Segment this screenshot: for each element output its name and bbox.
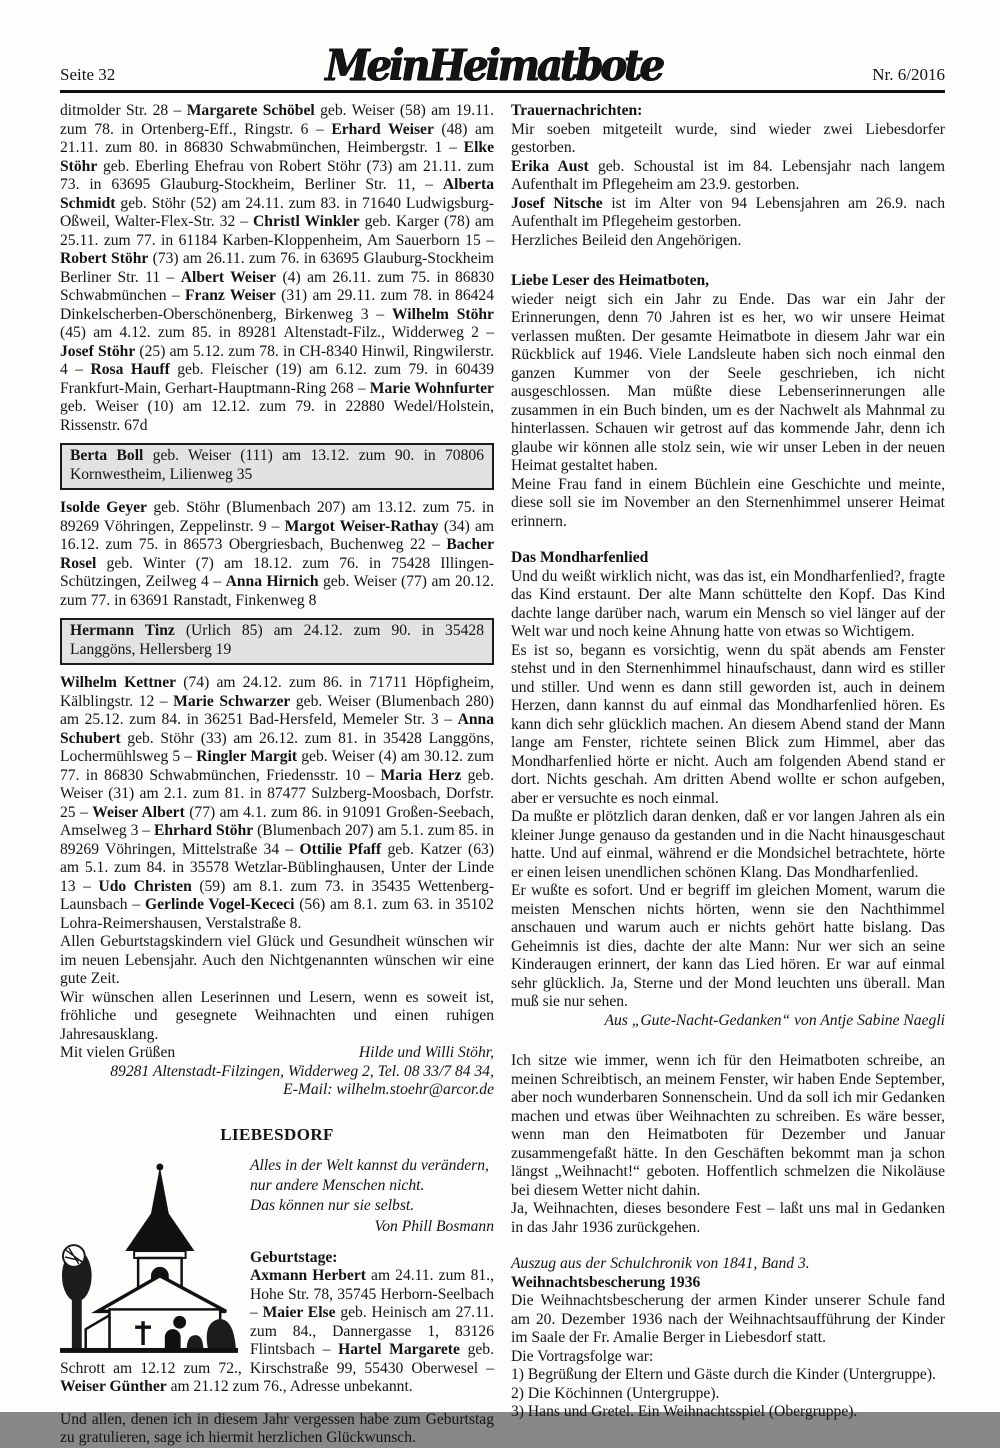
chronicle-source: Auszug aus der Schulchronik von 1841, Band 3.	[511, 1255, 810, 1272]
quote-line-3: Das können nur sie selbst.	[250, 1197, 415, 1214]
moonharp-heading: Das Mondharfenlied	[511, 549, 649, 566]
letter-paragraph-2: Meine Frau fand in einem Büchlein eine Geschichte und meinte, diese soll sie im November an den Sternenhimmel unserer Heimat erinnern.	[511, 475, 945, 530]
page-number: Seite 32	[60, 64, 116, 84]
obituary-condolence: Herzliches Beileid den Angehörigen.	[511, 231, 742, 249]
left-column	[60, 102, 494, 1448]
greeting-text: Mit vielen Grüßen	[60, 1044, 176, 1061]
signature-names: Hilde und Willi Stöhr,	[358, 1044, 494, 1061]
highlight-box-hermann-tinz: Hermann Tinz (Urlich 85) am 24.12. zum 90. in 35428 Langgöns, Hellersberg 19	[60, 618, 494, 665]
moonharp-paragraph-1: Und du weißt wirklich nicht, was das ist, ein Mondharfenlied?, fragte das Kind erstaunt. Der alte Mann schüttelte den Kopf. Das Kind dachte lange darüber nach, warum ein Mensch so viel länger auf der Welt war und noch keine Ahnung hatte von etwas so Wichtigem.	[511, 567, 945, 640]
signature-address: 89281 Altenstadt-Filzingen, Widderweg 2, Tel. 08 33/7 84 34,	[110, 1062, 494, 1080]
letter-heading: Liebe Leser des Heimatboten,	[511, 272, 710, 289]
right-column	[511, 102, 945, 1448]
obituary-heading: Trauernachrichten:	[511, 102, 643, 119]
obituary-intro: Mir soeben mitgeteilt wurde, sind wieder zwei Liebesdorfer gestorben.	[511, 120, 945, 156]
program-item-1: 1) Begrüßung der Eltern und Gäste durch die Kinder (Untergruppe).	[511, 1366, 936, 1383]
program-item-2: 2) Die Köchinnen (Untergruppe).	[511, 1384, 720, 1402]
program-item-3: 3) Hans und Gretel. Ein Weihnachtsspiel (Obergruppe).	[511, 1403, 858, 1420]
birthday-list-paragraph-2: Isolde Geyer geb. Stöhr (Blumenbach 207) am 13.12. zum 75. in 89269 Vöhringen, Zeppelinstr. 9 – Margot Weiser-Rathay (34) am 16.12. zum 75. in 86573 Obergriesbach, Buchenweg 22 – Bacher Rosel geb. Winter (7) am 18.12. zum 76. in 75428 Illingen-Schützingen, Zeilweg 4 – Anna Hirnich geb. Weiser (77) am 20.12. zum 77. in 63691 Ranstadt, Finkenweg 8	[60, 499, 495, 609]
moonharp-paragraph-4: Er wußte es sofort. Und er begriff im gleichen Moment, warum die meisten Menschen nichts hörten, wenn sie den Nachthimmel anschauen und warum auch er nichts gehört hatte bislang. Das Geheimnis ist dies, dachte der alte Mann: Nur wer sich an seine Kinderaugen erinnert, der kann das Lied hören. Er war auf einmal sehr glücklich. Ja, Sterne und der Mond leuchten uns überall. Man muß sie nur sehen.	[511, 882, 945, 1010]
closing-paragraph: Und allen, denen ich in diesem Jahr vergessen habe zum Geburtstag zu gratulieren, sage ich hiermit herzlichen Glückwunsch.	[60, 1410, 494, 1446]
quote-line-1: Alles in der Welt kannst du verändern,	[250, 1157, 489, 1174]
letter-paragraph-1: wieder neigt sich ein Jahr zu Ende. Das war ein Jahr der Erinnerungen, denn 70 Jahren ist es her, wo wir unsere Heimat verlassen mußten. Der gesamte Heimatbote in diesem Jahr war ein Rückblick auf 1946. Viele Landsleute haben sich noch einmal den ganzen Kummer von der Seele geschrieben, ich nicht ausgeschlossen. Man müßte diese Lebenserinnerungen alle zusammen in ein Buch binden, um es der Nachwelt als Mahnmal zu hinterlassen. Schauen wir getrost auf das kommende Jahr, denn ich glaube wir können alle stolz sein, wie wir unser Leben in der neuen Heimat gestaltet haben.	[511, 290, 945, 474]
section-title-liebesdorf: LIEBESDORF	[220, 1124, 334, 1144]
obituary-erika-aust: Erika Aust geb. Schoustal ist im 84. Lebensjahr nach langem Aufenthalt im Pflegeheim am 23.9. gestorben.	[511, 157, 945, 193]
masthead-logo: Mein Heimatbote	[325, 40, 663, 91]
two-column-body	[60, 102, 945, 1448]
birthday-list-paragraph: ditmolder Str. 28 – Margarete Schöbel geb. Weiser (58) am 19.11. zum 78. in Ortenberg-Eff., Ringstr. 6 – Erhard Weiser (48) am 21.11. zum 80. in 86830 Schwabmünchen, Heimbergstr. 1 – Elke Stöhr geb. Eberling Ehefrau von Robert Stöhr (73) am 21.11. zum 73. in 63695 Glauburg-Stockheim, Berliner Str. 11, – Alberta Schmidt geb. Stöhr (52) am 24.11. zum 83. in 71640 Ludwigsburg-Oßweil, Walter-Flex-Str. 32 – Christl Winkler geb. Karger (78) am 25.11. zum 77. in 61184 Karben-Kloppenheim, Am Sauerborn 15 – Robert Stöhr (73) am 26.11. zum 76. in 63695 Glauburg-Stockheim Berliner Str. 11 – Albert Weiser (4) am 26.11. zum 75. in 86830 Schwabmünchen – Franz Weiser (31) am 29.11. zum 78. in 86424 Dinkelscherben-Oberschönenberg, Birkenweg 3 – Wilhelm Stöhr (45) am 4.12. zum 85. in 89281 Altenstadt-Filz., Widderweg 2 – Josef Stöhr (25) am 5.12. zum 78. in CH-8340 Hinwil, Ringwilerstr. 4 – Rosa Hauff geb. Fleischer (19) am 6.12. zum 79. in 60439 Frankfurt-Main, Gerhart-Hauptmann-Ring 268 – Marie Wohnfurter geb. Weiser (10) am 12.12. zum 79. in 22880 Wedel/Holstein, Rissenstr. 67d	[60, 102, 495, 434]
quote-line-2: nur andere Menschen nicht.	[250, 1177, 425, 1194]
program-list	[511, 1366, 945, 1422]
signature-row	[60, 1044, 494, 1063]
issue-number: Nr. 6/2016	[872, 64, 945, 84]
obituary-josef-nitsche: Josef Nitsche ist im Alter von 94 Lebensjahren am 26.9. nach Aufenthalt im Pflegeheim gestorben.	[511, 194, 945, 230]
wishes-paragraph-1: Allen Geburtstagskindern viel Glück und Gesundheit wünschen wir im neuen Lebensjahr. Auch den Nichtgenannten wünschen wir eine gute Zeit.	[60, 933, 494, 987]
bescherung-heading: Weihnachtsbescherung 1936	[511, 1273, 701, 1291]
moonharp-paragraph-2: Es ist so, begann es vorsichtig, wenn du spät abends am Fenster stehst und in den Sternenhimmel hinaufschaust, dann wird es stiller und stiller. Und wenn es dann still geworden ist, auch in deinem Herzen, dann kannst du auf einmal das Mondharfenlied hören. Es kann dich sehr glücklich machen. An diesem Abend stand der Mann lange am Fenster, richtete seinen Blick zum Himmel, aber das Mondharfenlied hörte er nicht. Auch am folgenden Abend stand er dort. Nichts geschah. Am dritten Abend wollte er schon aufgeben, aber er versuchte es noch einmal.	[511, 641, 945, 807]
birthdays-heading: Geburtstage:	[250, 1248, 338, 1266]
editor-note-paragraph-1: Ich sitze wie immer, wenn ich für den Heimatboten schreibe, an meinen Schreibtisch, an meinem Fenster, wir haben Ende September, aber noch wunderbaren Sonnenschein. Und da soll ich mir Gedanken machen und etwas über Weihnachten zu schreiben. Es wäre besser, wenn man den Heimatboten für Dezember und Januar zusammengefaßt hätte. In den Geschäften bekommt man ja schon längst „Weihnacht!“ geboten. Hoffentlich schmelzen die Nikoläuse bei diesem Wetter nicht dahin.	[511, 1052, 945, 1199]
bescherung-paragraph: Die Weihnachtsbescherung der armen Kinder unserer Schule fand am 20. Dezember 1936 nach der Weihnachtsaufführung der Kinder im Saale der Fr. Amalie Berger in Liebesdorf statt.	[511, 1292, 945, 1346]
church-illustration	[60, 1158, 238, 1354]
moonharp-paragraph-3: Da mußte er plötzlich daran denken, daß er vor langen Jahren als ein kleiner Junge genauso da gestanden und in die Nacht hinausgeschaut hatte. Und auf einmal, während er die Mondsichel betrachtete, hörte er einen leisen unendlichen schönen Klang. Das Mondharfenlied.	[511, 808, 945, 881]
quote-attribution: Von Phill Bosmann	[374, 1218, 494, 1235]
page-header	[60, 28, 945, 93]
moonharp-source: Aus „Gute-Nacht-Gedanken“ von Antje Sabine Naegli	[604, 1011, 945, 1029]
signature-email: E-Mail: wilhelm.stoehr@arcor.de	[283, 1081, 494, 1098]
birthday-list-paragraph-3: Wilhelm Kettner (74) am 24.12. zum 86. in 71711 Höpfigheim, Kälblingstr. 12 – Marie Schwarzer geb. Weiser (Blumenbach 280) am 25.12. zum 84. in 36251 Bad-Hersfeld, Memeler Str. 3 – Anna Schubert geb. Stöhr (33) am 26.12. zum 81. in 35428 Langgöns, Lochermühlsweg 5 – Ringler Margit geb. Weiser (4) am 30.12. zum 77. in 86830 Schwabmünchen, Friedensstr. 10 – Maria Herz geb. Weiser (31) am 2.1. zum 81. in 87477 Sulzberg-Moosbach, Dorfstr. 25 – Weiser Albert (77) am 4.1. zum 86. in 91091 Großen-Seebach, Amselweg 3 – Ehrhard Stöhr (Blumenbach 207) am 5.1. zum 85. in 89269 Vöhringen, Mittelstraße 34 – Ottilie Pfaff geb. Katzer (63) am 5.1. zum 84. in 35578 Wetzlar-Büblinghausen, Unter der Linde 13 – Udo Christen (59) am 8.1. zum 73. in 35435 Wettenberg-Launsbach – Gerlinde Vogel-Kececi (56) am 8.1. zum 63. in 35102 Lohra-Reimershausen, Verstalstraße 8.	[60, 674, 495, 932]
liebesdorf-section	[60, 1156, 494, 1397]
liebesdorf-birthdays-paragraph: Axmann Herbert am 24.11. zum 81., Hohe Str. 78, 35745 Herborn-Seelbach – Maier Else geb. Heinisch am 27.11. zum 84., Dannergasse 1, 83126 Flintsbach – Hartel Margarete geb. Schrott am 12.12 zum 72., Kirschstraße 99, 55430 Oberwesel – Weiser Günther am 21.12 zum 76., Adresse unbekannt.	[60, 1267, 494, 1395]
editor-note-paragraph-2: Ja, Weihnachten, dieses besondere Fest – laßt uns mal in Gedanken in das Jahr 1936 zurückgehen.	[511, 1200, 945, 1236]
highlight-box-berta-boll: Berta Boll geb. Weiser (111) am 13.12. zum 90. in 70806 Kornwestheim, Lilienweg 35	[60, 443, 494, 490]
wishes-paragraph-2: Wir wünschen allen Leserinnen und Lesern, wenn es soweit ist, fröhliche und gesegnete Weihnachten und einen ruhigen Jahresausklang.	[60, 988, 494, 1043]
program-intro: Die Vortragsfolge war:	[511, 1347, 654, 1365]
